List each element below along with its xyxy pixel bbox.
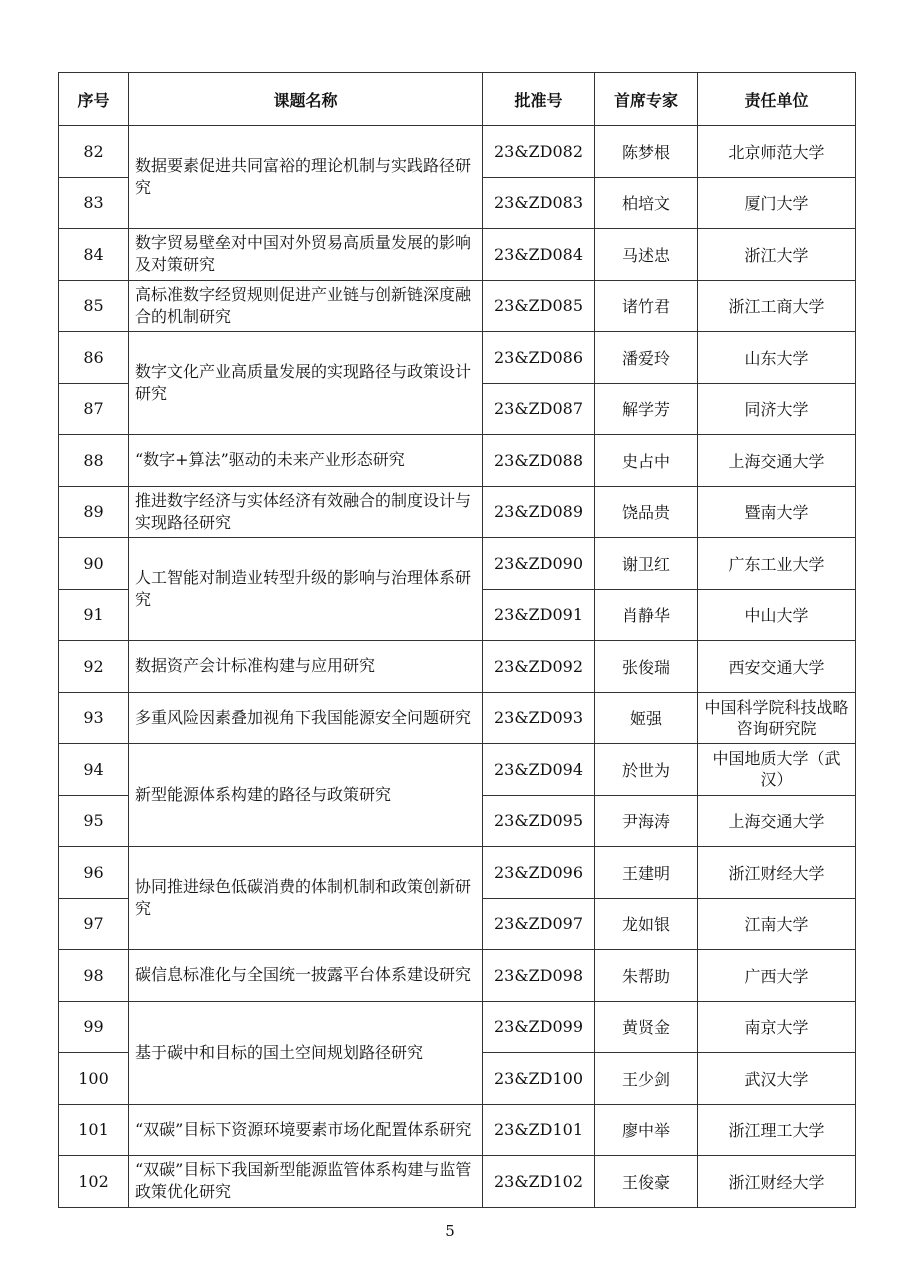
table-header-row bbox=[59, 73, 856, 126]
row-number: 84 bbox=[59, 229, 129, 281]
institution: 同济大学 bbox=[698, 383, 856, 435]
institution: 江南大学 bbox=[698, 898, 856, 950]
approval-number: 23&ZD083 bbox=[483, 177, 595, 229]
row-number: 86 bbox=[59, 332, 129, 384]
table-row bbox=[59, 950, 856, 1002]
project-title: 推进数字经济与实体经济有效融合的制度设计与实现路径研究 bbox=[129, 486, 483, 538]
row-number: 92 bbox=[59, 641, 129, 693]
table-row bbox=[59, 1001, 856, 1053]
row-number: 83 bbox=[59, 177, 129, 229]
chief-expert: 肖静华 bbox=[595, 589, 698, 641]
header-institution: 责任单位 bbox=[698, 73, 856, 126]
row-number: 97 bbox=[59, 898, 129, 950]
approval-number: 23&ZD096 bbox=[483, 847, 595, 899]
approval-number: 23&ZD088 bbox=[483, 435, 595, 487]
table-row bbox=[59, 744, 856, 796]
project-title: 高标准数字经贸规则促进产业链与创新链深度融合的机制研究 bbox=[129, 280, 483, 332]
chief-expert: 姬强 bbox=[595, 692, 698, 744]
project-title: “数字+算法”驱动的未来产业形态研究 bbox=[129, 435, 483, 487]
header-number: 序号 bbox=[59, 73, 129, 126]
project-table bbox=[58, 72, 856, 1208]
row-number: 89 bbox=[59, 486, 129, 538]
project-title: 数据要素促进共同富裕的理论机制与实践路径研究 bbox=[129, 126, 483, 229]
table-row bbox=[59, 538, 856, 590]
row-number: 90 bbox=[59, 538, 129, 590]
approval-number: 23&ZD094 bbox=[483, 744, 595, 796]
approval-number: 23&ZD090 bbox=[483, 538, 595, 590]
chief-expert: 柏培文 bbox=[595, 177, 698, 229]
institution: 上海交通大学 bbox=[698, 435, 856, 487]
row-number: 100 bbox=[59, 1053, 129, 1105]
project-title: 数字文化产业高质量发展的实现路径与政策设计研究 bbox=[129, 332, 483, 435]
table-row bbox=[59, 229, 856, 281]
approval-number: 23&ZD085 bbox=[483, 280, 595, 332]
institution: 中国科学院科技战略咨询研究院 bbox=[698, 692, 856, 744]
institution: 厦门大学 bbox=[698, 177, 856, 229]
chief-expert: 王建明 bbox=[595, 847, 698, 899]
chief-expert: 於世为 bbox=[595, 744, 698, 796]
table-row bbox=[59, 332, 856, 384]
chief-expert: 王少剑 bbox=[595, 1053, 698, 1105]
institution: 浙江财经大学 bbox=[698, 847, 856, 899]
chief-expert: 朱帮助 bbox=[595, 950, 698, 1002]
chief-expert: 龙如银 bbox=[595, 898, 698, 950]
chief-expert: 史占中 bbox=[595, 435, 698, 487]
table-row bbox=[59, 1104, 856, 1156]
approval-number: 23&ZD095 bbox=[483, 795, 595, 847]
project-title: 数字贸易壁垒对中国对外贸易高质量发展的影响及对策研究 bbox=[129, 229, 483, 281]
institution: 西安交通大学 bbox=[698, 641, 856, 693]
header-title: 课题名称 bbox=[129, 73, 483, 126]
table-row bbox=[59, 692, 856, 744]
chief-expert: 马述忠 bbox=[595, 229, 698, 281]
table-row bbox=[59, 1156, 856, 1208]
chief-expert: 陈梦根 bbox=[595, 126, 698, 178]
table-row bbox=[59, 486, 856, 538]
project-title: 基于碳中和目标的国土空间规划路径研究 bbox=[129, 1001, 483, 1104]
page-number: 5 bbox=[445, 1222, 455, 1240]
institution: 北京师范大学 bbox=[698, 126, 856, 178]
approval-number: 23&ZD093 bbox=[483, 692, 595, 744]
project-title: 碳信息标准化与全国统一披露平台体系建设研究 bbox=[129, 950, 483, 1002]
row-number: 101 bbox=[59, 1104, 129, 1156]
row-number: 82 bbox=[59, 126, 129, 178]
row-number: 85 bbox=[59, 280, 129, 332]
approval-number: 23&ZD099 bbox=[483, 1001, 595, 1053]
table-row bbox=[59, 280, 856, 332]
row-number: 87 bbox=[59, 383, 129, 435]
institution: 广东工业大学 bbox=[698, 538, 856, 590]
approval-number: 23&ZD098 bbox=[483, 950, 595, 1002]
institution: 暨南大学 bbox=[698, 486, 856, 538]
chief-expert: 诸竹君 bbox=[595, 280, 698, 332]
row-number: 94 bbox=[59, 744, 129, 796]
institution: 广西大学 bbox=[698, 950, 856, 1002]
institution: 中国地质大学（武汉） bbox=[698, 744, 856, 796]
project-title: 新型能源体系构建的路径与政策研究 bbox=[129, 744, 483, 847]
approval-number: 23&ZD091 bbox=[483, 589, 595, 641]
chief-expert: 谢卫红 bbox=[595, 538, 698, 590]
row-number: 93 bbox=[59, 692, 129, 744]
table-row bbox=[59, 641, 856, 693]
project-title: 协同推进绿色低碳消费的体制机制和政策创新研究 bbox=[129, 847, 483, 950]
row-number: 91 bbox=[59, 589, 129, 641]
project-title: 人工智能对制造业转型升级的影响与治理体系研究 bbox=[129, 538, 483, 641]
approval-number: 23&ZD084 bbox=[483, 229, 595, 281]
project-title: 数据资产会计标准构建与应用研究 bbox=[129, 641, 483, 693]
chief-expert: 潘爱玲 bbox=[595, 332, 698, 384]
institution: 上海交通大学 bbox=[698, 795, 856, 847]
chief-expert: 王俊豪 bbox=[595, 1156, 698, 1208]
institution: 南京大学 bbox=[698, 1001, 856, 1053]
institution: 浙江理工大学 bbox=[698, 1104, 856, 1156]
approval-number: 23&ZD101 bbox=[483, 1104, 595, 1156]
row-number: 95 bbox=[59, 795, 129, 847]
approval-number: 23&ZD092 bbox=[483, 641, 595, 693]
chief-expert: 张俊瑞 bbox=[595, 641, 698, 693]
row-number: 102 bbox=[59, 1156, 129, 1208]
approval-number: 23&ZD097 bbox=[483, 898, 595, 950]
row-number: 98 bbox=[59, 950, 129, 1002]
chief-expert: 尹海涛 bbox=[595, 795, 698, 847]
row-number: 99 bbox=[59, 1001, 129, 1053]
table-row bbox=[59, 847, 856, 899]
institution: 浙江大学 bbox=[698, 229, 856, 281]
header-approval-number: 批准号 bbox=[483, 73, 595, 126]
row-number: 96 bbox=[59, 847, 129, 899]
chief-expert: 黄贤金 bbox=[595, 1001, 698, 1053]
approval-number: 23&ZD102 bbox=[483, 1156, 595, 1208]
table-row bbox=[59, 435, 856, 487]
approval-number: 23&ZD100 bbox=[483, 1053, 595, 1105]
institution: 武汉大学 bbox=[698, 1053, 856, 1105]
approval-number: 23&ZD086 bbox=[483, 332, 595, 384]
institution: 中山大学 bbox=[698, 589, 856, 641]
project-title: “双碳”目标下资源环境要素市场化配置体系研究 bbox=[129, 1104, 483, 1156]
institution: 山东大学 bbox=[698, 332, 856, 384]
project-title: “双碳”目标下我国新型能源监管体系构建与监管政策优化研究 bbox=[129, 1156, 483, 1208]
chief-expert: 解学芳 bbox=[595, 383, 698, 435]
approval-number: 23&ZD087 bbox=[483, 383, 595, 435]
header-chief-expert: 首席专家 bbox=[595, 73, 698, 126]
row-number: 88 bbox=[59, 435, 129, 487]
table-row bbox=[59, 126, 856, 178]
approval-number: 23&ZD089 bbox=[483, 486, 595, 538]
institution: 浙江工商大学 bbox=[698, 280, 856, 332]
institution: 浙江财经大学 bbox=[698, 1156, 856, 1208]
chief-expert: 廖中举 bbox=[595, 1104, 698, 1156]
chief-expert: 饶品贵 bbox=[595, 486, 698, 538]
approval-number: 23&ZD082 bbox=[483, 126, 595, 178]
project-title: 多重风险因素叠加视角下我国能源安全问题研究 bbox=[129, 692, 483, 744]
